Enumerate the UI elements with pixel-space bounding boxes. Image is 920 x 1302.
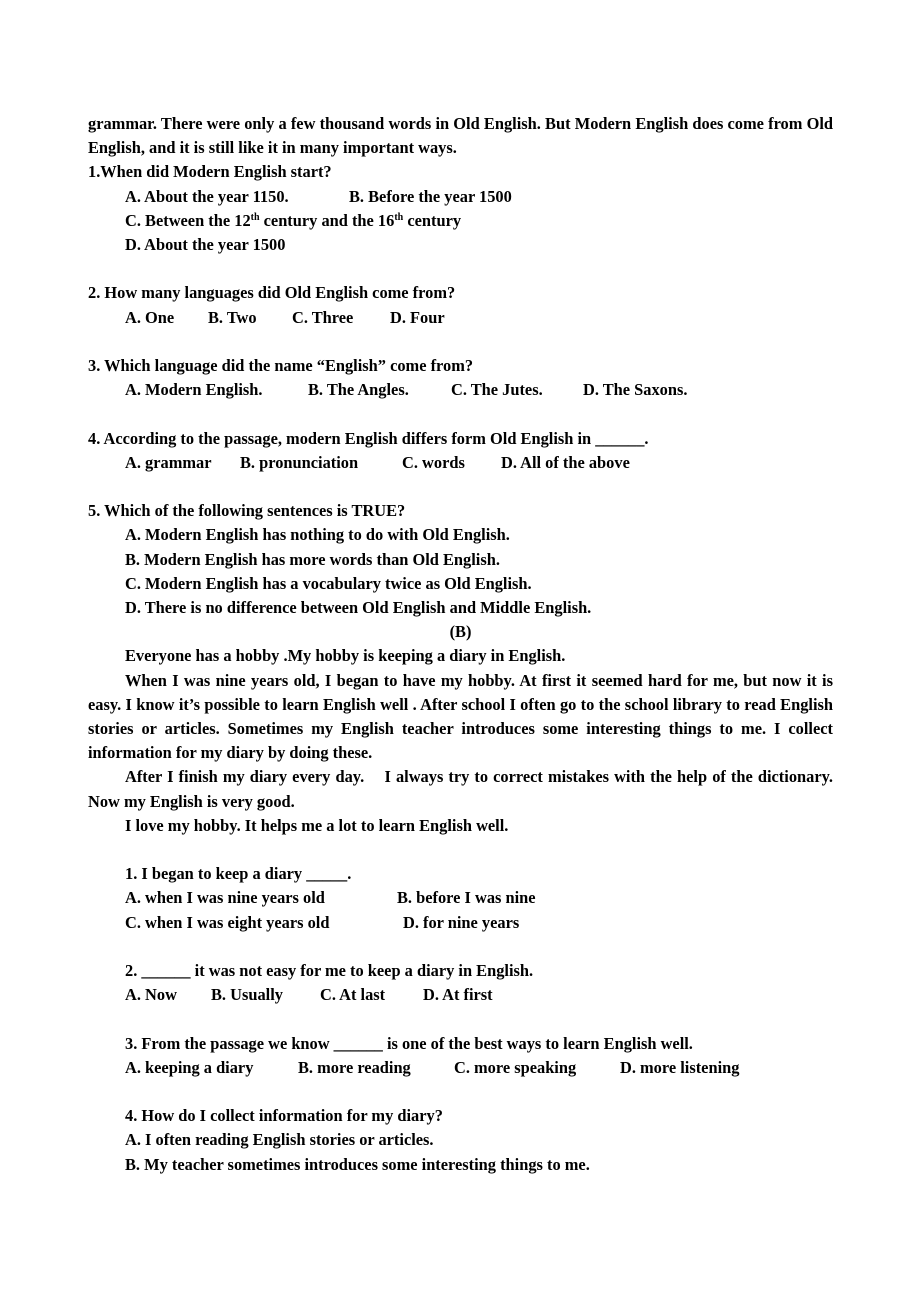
options-row: [88, 378, 833, 402]
option-d[interactable]: D. Four: [390, 307, 445, 327]
option-b[interactable]: B. more reading: [298, 1057, 411, 1077]
superscript: th: [394, 211, 404, 223]
question-text: 3. From the passage we know ______ is one of the best ways to learn English well.: [125, 1033, 693, 1053]
question-a2: [88, 281, 833, 329]
question-text: 4. According to the passage, modern English differs form Old English in ______.: [88, 428, 649, 448]
option-c[interactable]: C. when I was eight years old: [125, 912, 330, 932]
option-a[interactable]: A. Now: [125, 985, 177, 1005]
option-a[interactable]: A. Modern English has nothing to do with Old English.: [125, 525, 510, 545]
exam-page: [88, 112, 838, 1177]
passage-a-ending: grammar. There were only a few thousand words in Old English. But Modern English does come from Old English, and it is still like it in many important ways.: [88, 114, 833, 158]
option-b[interactable]: B. Before the year 1500: [349, 186, 512, 206]
question-b4: [88, 1104, 833, 1177]
passage-paragraph: After I finish my diary every day. I always try to correct mistakes with the help of the dictionary. Now my English is very good.: [88, 767, 838, 811]
option-a[interactable]: A. About the year 1150.: [125, 186, 289, 206]
option-d[interactable]: D. All of the above: [501, 452, 630, 472]
option-d[interactable]: D. There is no difference between Old English and Middle English.: [125, 598, 592, 617]
option-b[interactable]: B. Usually: [211, 985, 283, 1005]
passage-paragraph: Everyone has a hobby .My hobby is keeping a diary in English.: [125, 646, 566, 666]
options-row: [88, 451, 833, 475]
option-c[interactable]: C. Three: [292, 307, 354, 327]
option-a[interactable]: A. keeping a diary: [125, 1057, 254, 1077]
option-b[interactable]: B. Two: [208, 307, 257, 327]
passage-paragraph: I love my hobby. It helps me a lot to learn English well.: [125, 815, 509, 835]
options-row: [125, 911, 833, 935]
options-row: [125, 886, 833, 910]
option-c[interactable]: C. more speaking: [454, 1057, 577, 1077]
passage-paragraph: When I was nine years old, I began to have my hobby. At first it seemed hard for me, but now it is easy. I know it’s possible to learn English well . After school I often go to the school library to read English stories or articles. Sometimes my English teacher introduces some interesting things to me. I collect information for my diary by doing these.: [88, 670, 833, 763]
option-c-text: century and the 16: [259, 210, 395, 230]
question-text: 5. Which of the following sentences is TRUE?: [88, 501, 406, 521]
section-b-heading: (B): [449, 622, 472, 642]
option-d[interactable]: D. The Saxons.: [583, 380, 688, 400]
option-a[interactable]: A. One: [125, 307, 175, 327]
option-c[interactable]: C. The Jutes.: [451, 380, 543, 400]
question-text: 2. ______ it was not easy for me to keep a diary in English.: [125, 961, 534, 981]
question-text: 4. How do I collect information for my diary?: [125, 1106, 443, 1126]
question-text: 1. I began to keep a diary _____.: [125, 864, 352, 884]
question-b2: [88, 959, 833, 1007]
option-b[interactable]: B. My teacher sometimes introduces some interesting things to me.: [125, 1154, 590, 1174]
option-d[interactable]: D. At first: [423, 985, 493, 1005]
question-text: 3. Which language did the name “English” come from?: [88, 356, 474, 375]
option-b[interactable]: B. before I was nine: [397, 888, 536, 908]
option-c[interactable]: C. Modern English has a vocabulary twice as Old English.: [125, 573, 532, 593]
option-b[interactable]: B. Modern English has more words than Old English.: [125, 549, 500, 569]
option-b[interactable]: B. The Angles.: [308, 380, 409, 400]
question-a4: [88, 427, 833, 475]
options-row: [125, 983, 833, 1007]
question-text: 2. How many languages did Old English come from?: [88, 283, 456, 303]
option-c-text: C. Between the 12: [125, 210, 251, 230]
option-c-text: century: [403, 210, 462, 230]
option-c[interactable]: C. words: [402, 452, 465, 472]
options-row: [88, 185, 833, 209]
question-b3: [88, 1032, 833, 1080]
question-a3: [88, 354, 833, 402]
option-d[interactable]: D. more listening: [620, 1057, 740, 1077]
options-row: [125, 1056, 833, 1080]
question-text: 1.When did Modern English start?: [88, 162, 332, 182]
superscript: th: [250, 211, 260, 223]
option-a[interactable]: A. when I was nine years old: [125, 888, 325, 908]
option-c[interactable]: C. At last: [320, 985, 386, 1005]
question-a1: [88, 160, 833, 257]
options-row: [88, 306, 833, 330]
option-d[interactable]: D. About the year 1500: [125, 235, 286, 255]
option-d[interactable]: D. for nine years: [403, 912, 520, 932]
option-a[interactable]: A. Modern English.: [125, 380, 263, 400]
option-c[interactable]: [88, 209, 833, 233]
option-a[interactable]: A. I often reading English stories or articles.: [125, 1130, 434, 1150]
option-a[interactable]: A. grammar: [125, 452, 212, 472]
question-b1: [88, 862, 833, 935]
option-b[interactable]: B. pronunciation: [240, 452, 359, 472]
passage-b: [88, 644, 838, 838]
question-a5: [88, 499, 833, 620]
